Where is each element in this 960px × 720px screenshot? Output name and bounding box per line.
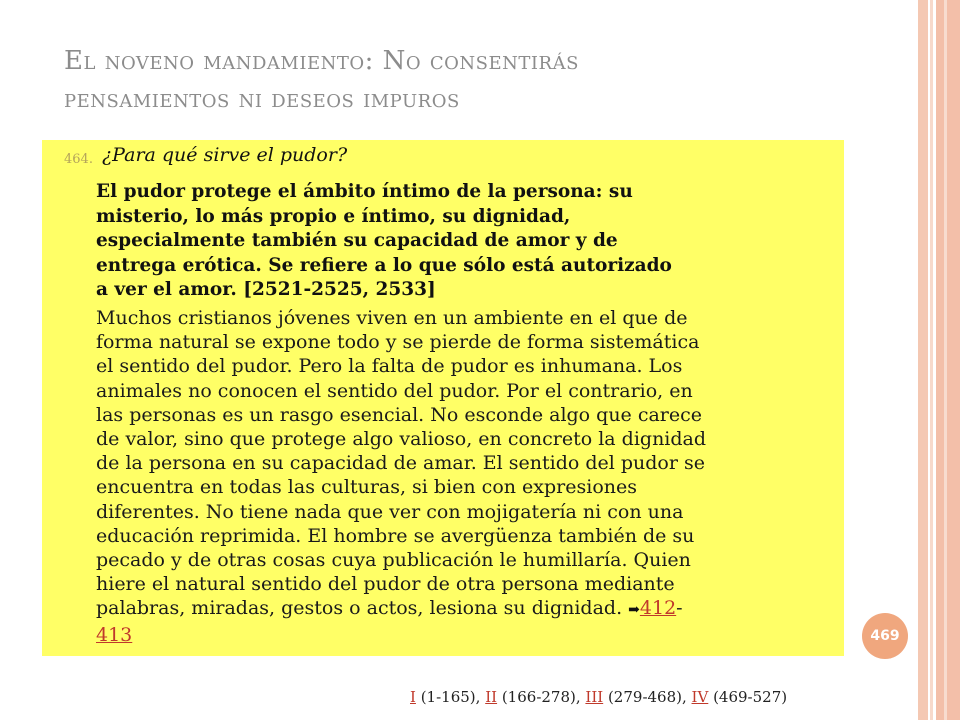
body-line: encuentra en todas las culturas, si bien con expresiones (96, 476, 637, 499)
footer-range: (166-278), (497, 688, 586, 706)
explanation-text (96, 306, 836, 647)
question-text: ¿Para qué sirve el pudor? (102, 144, 348, 166)
footer-navigation (410, 688, 787, 706)
decorative-stripe (918, 0, 928, 720)
body-line: palabras, miradas, gestos o actos, lesiona su dignidad. (96, 597, 623, 620)
body-line: Muchos cristianos jóvenes viven en un ambiente en el que de (96, 307, 688, 329)
decorative-stripe (936, 0, 960, 720)
body-line: pecado y de otras cosas cuya publicación le humillaría. Quien (96, 549, 691, 572)
footer-link-part-2[interactable]: II (485, 688, 498, 706)
title-line-2: pensamientos ni deseos impuros (64, 84, 460, 114)
reference-dash: - (676, 597, 683, 620)
footer-link-part-1[interactable]: I (410, 688, 416, 706)
decorative-stripe (930, 0, 933, 720)
answer-line: especialmente también su capacidad de amor y de (96, 230, 618, 251)
answer-line: El pudor protege el ámbito íntimo de la persona: su (96, 181, 633, 202)
page-number-badge: 469 (862, 613, 908, 659)
body-last-line (96, 596, 836, 622)
footer-link-part-4[interactable]: IV (691, 688, 709, 706)
answer-line: a ver el amor. [2521-2525, 2533] (96, 279, 436, 300)
answer-line: misterio, lo más propio e íntimo, su dignidad, (96, 205, 571, 227)
body-line: el sentido del pudor. Pero la falta de pudor es inhumana. Los (96, 355, 683, 378)
question-number: 464. (64, 152, 93, 167)
body-line: animales no conocen el sentido del pudor. Por el contrario, en (96, 379, 693, 402)
body-line: educación reprimida. El hombre se avergüenza también de su (96, 524, 695, 547)
footer-link-part-3[interactable]: III (585, 688, 604, 706)
reference-link-413[interactable]: 413 (96, 623, 133, 646)
footer-range: (469-527) (708, 688, 788, 706)
answer-text (96, 180, 831, 303)
body-line: hiere el natural sentido del pudor de otra persona mediante (96, 573, 675, 596)
slide-title (64, 42, 864, 118)
body-line: forma natural se expone todo y se pierde de forma sistemática (96, 331, 700, 354)
body-line: de valor, sino que protege algo valioso, en concreto la dignidad (96, 428, 707, 451)
body-line: diferentes. No tiene nada que ver con mojigatería ni con una (96, 500, 684, 523)
answer-line: entrega erótica. Se refiere a lo que sólo está autorizado (96, 254, 672, 276)
title-line-1: El noveno mandamiento: No consentirás (64, 46, 579, 76)
footer-range: (279-468), (603, 688, 692, 706)
arrow-right-icon: ➡ (628, 602, 640, 619)
body-line: las personas es un rasgo esencial. No esconde algo que carece (96, 403, 703, 426)
reference-link-412[interactable]: 412 (639, 597, 677, 620)
decorative-stripe (944, 0, 947, 720)
body-line: de la persona en su capacidad de amar. El sentido del pudor se (96, 452, 705, 475)
footer-range: (1-165), (415, 688, 486, 706)
body-ref-line (96, 623, 836, 647)
